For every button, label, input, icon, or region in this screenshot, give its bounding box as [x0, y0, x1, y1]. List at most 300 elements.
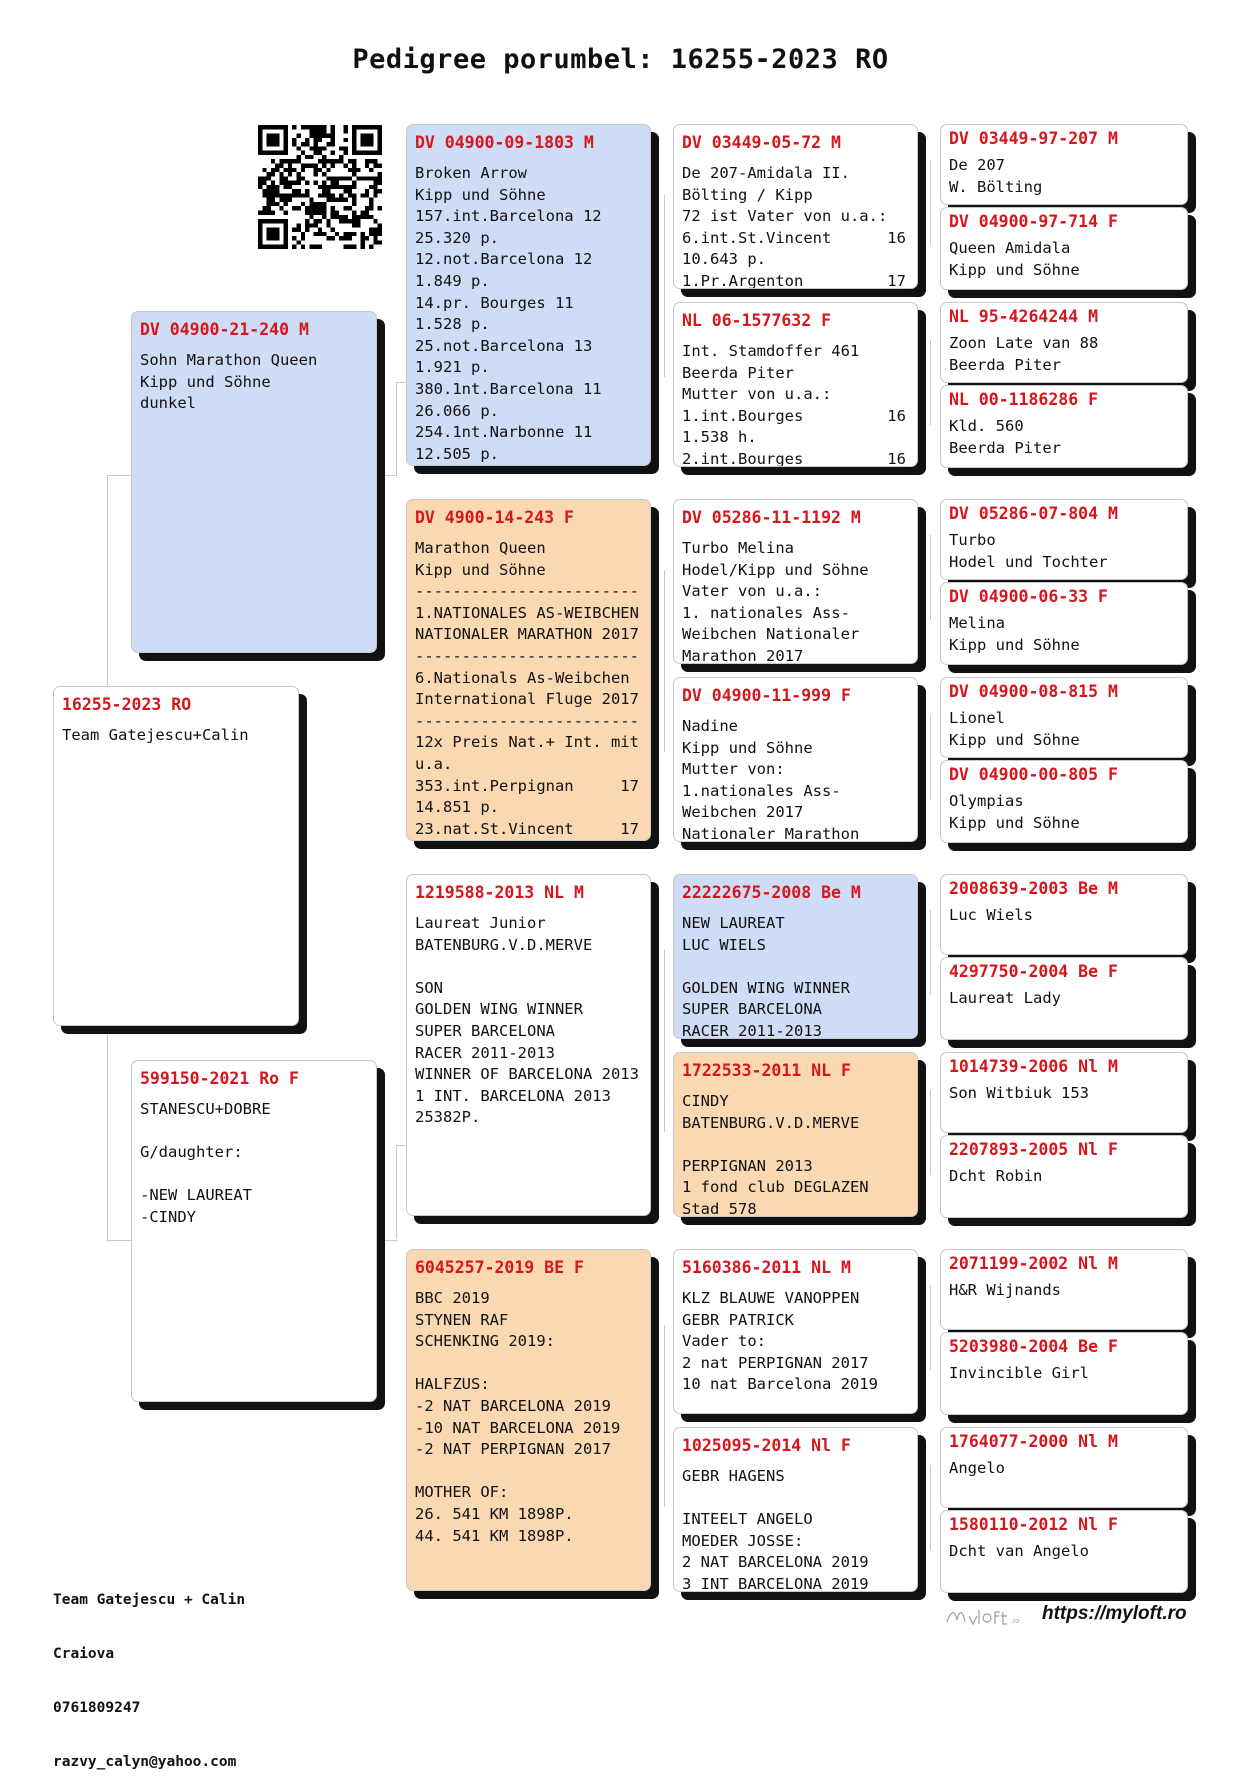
connector-line [107, 1240, 132, 1241]
pedigree-card-gen3[interactable] [673, 1427, 918, 1592]
qr-module [305, 155, 309, 159]
qr-module [352, 159, 356, 163]
qr-module [331, 236, 335, 240]
qr-module [365, 138, 369, 142]
qr-module [373, 181, 377, 185]
qr-module [378, 181, 382, 185]
connector-line [930, 340, 931, 425]
qr-module [365, 163, 369, 167]
qr-module [378, 189, 382, 193]
ring-number: 2207893-2005 Nl F [949, 1140, 1118, 1159]
qr-module [369, 185, 373, 189]
pedigree-card-gen4[interactable] [940, 1510, 1188, 1593]
qr-module [352, 202, 356, 206]
card-notes: Lionel Kipp und Söhne [949, 709, 1080, 749]
qr-module [326, 185, 330, 189]
qr-module [335, 181, 339, 185]
qr-module [361, 176, 365, 180]
ring-number: NL 95-4264244 M [949, 307, 1099, 326]
qr-module [318, 129, 322, 133]
qr-module [284, 240, 288, 244]
qr-code [258, 125, 382, 249]
qr-module [279, 151, 283, 155]
pedigree-card-gen3[interactable] [673, 874, 918, 1039]
qr-module [369, 125, 373, 129]
pedigree-card-dam-dam[interactable] [406, 1249, 651, 1591]
qr-module [314, 142, 318, 146]
qr-module [296, 181, 300, 185]
qr-module [258, 125, 262, 129]
card-notes: Sohn Marathon Queen Kipp und Söhne dunkel [140, 351, 318, 413]
qr-module [318, 193, 322, 197]
qr-module [378, 138, 382, 142]
qr-module [309, 215, 313, 219]
card-notes: KLZ BLAUWE VANOPPEN GEBR PATRICK Vader to: 2 nat PERPIGNAN 2017 10 nat Barcelona 2019 [682, 1289, 878, 1394]
qr-module [361, 232, 365, 236]
qr-module [279, 176, 283, 180]
qr-module [305, 228, 309, 232]
qr-module [262, 211, 266, 215]
qr-module [275, 202, 279, 206]
qr-module [301, 168, 305, 172]
pedigree-card-gen4[interactable] [940, 760, 1188, 843]
qr-module [344, 138, 348, 142]
qr-module [296, 223, 300, 227]
qr-module [314, 138, 318, 142]
card-notes: Turbo Melina Hodel/Kipp und Söhne Vater von u.a.: 1. nationales Ass- Weibchen Nationaler Marathon 2017 [682, 539, 869, 664]
qr-module [292, 236, 296, 240]
qr-module [292, 168, 296, 172]
qr-module [284, 236, 288, 240]
qr-module [262, 168, 266, 172]
qr-module [356, 125, 360, 129]
qr-module [301, 236, 305, 240]
qr-module [339, 236, 343, 240]
qr-module [309, 198, 313, 202]
pedigree-card-gen4[interactable] [940, 874, 1188, 955]
qr-module [267, 134, 271, 138]
qr-module [267, 193, 271, 197]
qr-module [365, 193, 369, 197]
qr-module [318, 206, 322, 210]
qr-module [344, 206, 348, 210]
qr-module [352, 232, 356, 236]
card-notes: Invincible Girl [949, 1364, 1089, 1382]
qr-module [365, 215, 369, 219]
qr-module [326, 223, 330, 227]
qr-module [373, 189, 377, 193]
qr-module [275, 189, 279, 193]
pedigree-card-gen4[interactable] [940, 1249, 1188, 1330]
qr-module [279, 159, 283, 163]
qr-module [271, 228, 275, 232]
qr-module [267, 219, 271, 223]
qr-module [352, 134, 356, 138]
pedigree-card-dam[interactable] [131, 1060, 377, 1402]
pedigree-card-gen3[interactable] [673, 124, 918, 289]
qr-module [361, 138, 365, 142]
qr-module [271, 189, 275, 193]
svg-text:.ro: .ro [1011, 1618, 1020, 1625]
qr-module [373, 228, 377, 232]
qr-module [301, 232, 305, 236]
connector-line [664, 1325, 665, 1507]
qr-module [275, 232, 279, 236]
contact-name: Team Gatejescu + Calin [53, 1592, 246, 1608]
connector-line [664, 950, 665, 1132]
qr-module [373, 176, 377, 180]
qr-module [314, 151, 318, 155]
qr-module [301, 193, 305, 197]
qr-module [288, 193, 292, 197]
qr-module [279, 219, 283, 223]
qr-module [271, 168, 275, 172]
pedigree-card-sire[interactable] [131, 311, 377, 653]
qr-module [318, 134, 322, 138]
qr-module [309, 211, 313, 215]
qr-module [369, 142, 373, 146]
qr-module [348, 185, 352, 189]
qr-module [373, 240, 377, 244]
card-notes: De 207 W. Bölting [949, 156, 1043, 196]
qr-module [275, 151, 279, 155]
qr-module [361, 215, 365, 219]
qr-module [258, 223, 262, 227]
qr-module [331, 215, 335, 219]
qr-module [271, 181, 275, 185]
ring-number: DV 04900-11-999 F [682, 686, 851, 705]
qr-module [369, 232, 373, 236]
qr-module [305, 223, 309, 227]
pedigree-card-gen4[interactable] [940, 957, 1188, 1040]
qr-module [344, 176, 348, 180]
qr-module [365, 236, 369, 240]
qr-module [352, 146, 356, 150]
pedigree-card-dam-sire[interactable] [406, 874, 651, 1216]
qr-module [369, 168, 373, 172]
qr-module [339, 198, 343, 202]
qr-module [356, 219, 360, 223]
pedigree-card-gen4[interactable] [940, 582, 1188, 665]
pedigree-card-gen4[interactable] [940, 1332, 1188, 1415]
qr-module [314, 129, 318, 133]
qr-module [361, 193, 365, 197]
qr-module [284, 168, 288, 172]
qr-module [352, 211, 356, 215]
qr-module [352, 185, 356, 189]
qr-module [378, 142, 382, 146]
qr-module [331, 206, 335, 210]
qr-module [326, 142, 330, 146]
qr-module [309, 155, 313, 159]
card-notes: Kld. 560 Beerda Piter [949, 417, 1061, 457]
ring-number: 16255-2023 RO [62, 695, 192, 714]
qr-module [352, 198, 356, 202]
qr-module [288, 159, 292, 163]
qr-module [369, 138, 373, 142]
qr-module [275, 168, 279, 172]
qr-module [305, 211, 309, 215]
qr-module [275, 125, 279, 129]
qr-module [378, 240, 382, 244]
qr-module [335, 215, 339, 219]
ring-number: 2071199-2002 Nl M [949, 1254, 1118, 1273]
qr-module [322, 155, 326, 159]
pedigree-card-gen4[interactable] [940, 302, 1188, 383]
qr-module [331, 163, 335, 167]
ring-number: 6045257-2019 BE F [415, 1258, 584, 1277]
pedigree-card-subject[interactable] [53, 686, 299, 1026]
qr-module [271, 142, 275, 146]
qr-module [314, 168, 318, 172]
qr-module [326, 168, 330, 172]
qr-module [309, 245, 313, 249]
connector-line [664, 195, 665, 377]
qr-module [339, 155, 343, 159]
qr-module [296, 240, 300, 244]
qr-module [365, 189, 369, 193]
connector-line [930, 1090, 931, 1175]
connector-line [382, 475, 397, 476]
ring-number: DV 05286-11-1192 M [682, 508, 861, 527]
qr-module [314, 134, 318, 138]
pedigree-card-gen3[interactable] [673, 1249, 918, 1414]
qr-module [348, 245, 352, 249]
qr-module [331, 176, 335, 180]
pedigree-card-gen4[interactable] [940, 1052, 1188, 1133]
qr-module [284, 125, 288, 129]
qr-module [344, 151, 348, 155]
pedigree-card-sire-dam[interactable] [406, 499, 651, 841]
card-notes: Angelo [949, 1459, 1005, 1477]
qr-module [314, 206, 318, 210]
qr-module [378, 232, 382, 236]
qr-module [339, 219, 343, 223]
pedigree-card-gen3[interactable] [673, 499, 918, 664]
qr-module [322, 215, 326, 219]
qr-module [258, 240, 262, 244]
qr-module [373, 219, 377, 223]
qr-module [284, 228, 288, 232]
qr-module [284, 202, 288, 206]
qr-module [288, 163, 292, 167]
qr-module [284, 219, 288, 223]
pedigree-card-gen4[interactable] [940, 677, 1188, 758]
qr-module [339, 193, 343, 197]
qr-module [275, 185, 279, 189]
qr-module [318, 219, 322, 223]
qr-module [344, 129, 348, 133]
qr-module [322, 202, 326, 206]
qr-module [344, 125, 348, 129]
ring-number: 1764077-2000 Nl M [949, 1432, 1118, 1451]
connector-line [382, 1240, 397, 1241]
pedigree-card-gen3[interactable] [673, 1052, 918, 1217]
qr-module [267, 142, 271, 146]
qr-module [322, 181, 326, 185]
qr-module [331, 129, 335, 133]
qr-module [288, 168, 292, 172]
qr-module [361, 245, 365, 249]
qr-module [292, 138, 296, 142]
qr-module [352, 245, 356, 249]
qr-module [284, 142, 288, 146]
card-notes: STANESCU+DOBRE G/daughter: -NEW LAUREAT -CINDY [140, 1100, 271, 1226]
qr-module [258, 232, 262, 236]
qr-module [322, 125, 326, 129]
qr-module [292, 181, 296, 185]
pedigree-card-gen4[interactable] [940, 499, 1188, 580]
qr-module [335, 159, 339, 163]
qr-module [331, 228, 335, 232]
qr-module [262, 245, 266, 249]
qr-module [378, 151, 382, 155]
qr-module [339, 185, 343, 189]
pedigree-card-gen4[interactable] [940, 124, 1188, 205]
qr-module [373, 151, 377, 155]
qr-module [322, 232, 326, 236]
qr-module [284, 193, 288, 197]
qr-module [331, 211, 335, 215]
qr-module [318, 232, 322, 236]
qr-module [301, 125, 305, 129]
qr-module [288, 172, 292, 176]
qr-module [331, 151, 335, 155]
qr-module [318, 245, 322, 249]
qr-module [348, 176, 352, 180]
qr-module [279, 172, 283, 176]
ring-number: DV 04900-09-1803 M [415, 133, 594, 152]
qr-module [348, 159, 352, 163]
connector-line [930, 535, 931, 620]
qr-module [369, 176, 373, 180]
qr-module [262, 125, 266, 129]
qr-module [284, 232, 288, 236]
qr-module [262, 181, 266, 185]
qr-module [373, 163, 377, 167]
qr-module [275, 236, 279, 240]
card-notes: Turbo Hodel und Tochter [949, 531, 1108, 571]
pedigree-card-gen4[interactable] [940, 1427, 1188, 1508]
pedigree-card-gen4[interactable] [940, 1135, 1188, 1218]
qr-module [288, 185, 292, 189]
qr-module [292, 142, 296, 146]
ring-number: DV 04900-21-240 M [140, 320, 309, 339]
qr-module [352, 193, 356, 197]
qr-module [258, 129, 262, 133]
qr-module [326, 159, 330, 163]
connector-line [107, 475, 132, 476]
qr-module [279, 198, 283, 202]
qr-module [322, 193, 326, 197]
qr-module [309, 146, 313, 150]
card-notes: Int. Stamdoffer 461 Beerda Piter Mutter von u.a.: 1.int.Bourges 16 1.538 h. 2.int.Bourges 16 [682, 342, 906, 467]
qr-module [348, 236, 352, 240]
qr-module [267, 202, 271, 206]
qr-module [314, 219, 318, 223]
qr-module [331, 198, 335, 202]
qr-module [284, 176, 288, 180]
qr-module [258, 146, 262, 150]
qr-module [292, 206, 296, 210]
qr-module [271, 172, 275, 176]
qr-module [348, 206, 352, 210]
pedigree-card-gen4[interactable] [940, 207, 1188, 290]
qr-module [301, 163, 305, 167]
qr-module [275, 245, 279, 249]
qr-module [288, 198, 292, 202]
qr-module [326, 189, 330, 193]
qr-module [267, 185, 271, 189]
qr-module [352, 125, 356, 129]
card-notes: Laureat Lady [949, 989, 1061, 1007]
card-notes: Dcht van Angelo [949, 1542, 1089, 1560]
ring-number: 4297750-2004 Be F [949, 962, 1118, 981]
qr-module [348, 189, 352, 193]
qr-module [305, 189, 309, 193]
qr-module [326, 134, 330, 138]
qr-module [296, 155, 300, 159]
qr-module [365, 176, 369, 180]
qr-module [378, 172, 382, 176]
qr-module [344, 232, 348, 236]
qr-module [258, 219, 262, 223]
qr-module [352, 168, 356, 172]
ring-number: DV 03449-05-72 M [682, 133, 841, 152]
qr-module [369, 206, 373, 210]
qr-module [314, 232, 318, 236]
ring-number: DV 04900-97-714 F [949, 212, 1118, 231]
qr-module [267, 176, 271, 180]
qr-module [378, 163, 382, 167]
qr-module [309, 129, 313, 133]
qr-module [262, 189, 266, 193]
qr-module [258, 236, 262, 240]
qr-module [258, 151, 262, 155]
qr-module [292, 193, 296, 197]
qr-module [352, 181, 356, 185]
card-notes: Dcht Robin [949, 1167, 1043, 1185]
pedigree-card-gen4[interactable] [940, 385, 1188, 468]
qr-module [275, 142, 279, 146]
qr-module [361, 151, 365, 155]
qr-module [309, 206, 313, 210]
website-link[interactable]: https://myloft.ro [1042, 1603, 1187, 1624]
qr-module [284, 245, 288, 249]
qr-module [271, 151, 275, 155]
qr-module [275, 134, 279, 138]
pedigree-card-sire-sire[interactable] [406, 124, 651, 466]
qr-module [314, 202, 318, 206]
pedigree-card-gen3[interactable] [673, 302, 918, 467]
ring-number: DV 4900-14-243 F [415, 508, 574, 527]
qr-module [271, 232, 275, 236]
qr-module [275, 138, 279, 142]
card-notes: H&R Wijnands [949, 1281, 1061, 1299]
qr-module [258, 142, 262, 146]
qr-module [339, 176, 343, 180]
qr-module [284, 134, 288, 138]
pedigree-card-gen3[interactable] [673, 677, 918, 842]
qr-module [271, 193, 275, 197]
qr-module [356, 168, 360, 172]
qr-module [361, 236, 365, 240]
qr-module [258, 228, 262, 232]
qr-module [309, 223, 313, 227]
qr-module [344, 189, 348, 193]
qr-module [378, 176, 382, 180]
qr-module [352, 142, 356, 146]
